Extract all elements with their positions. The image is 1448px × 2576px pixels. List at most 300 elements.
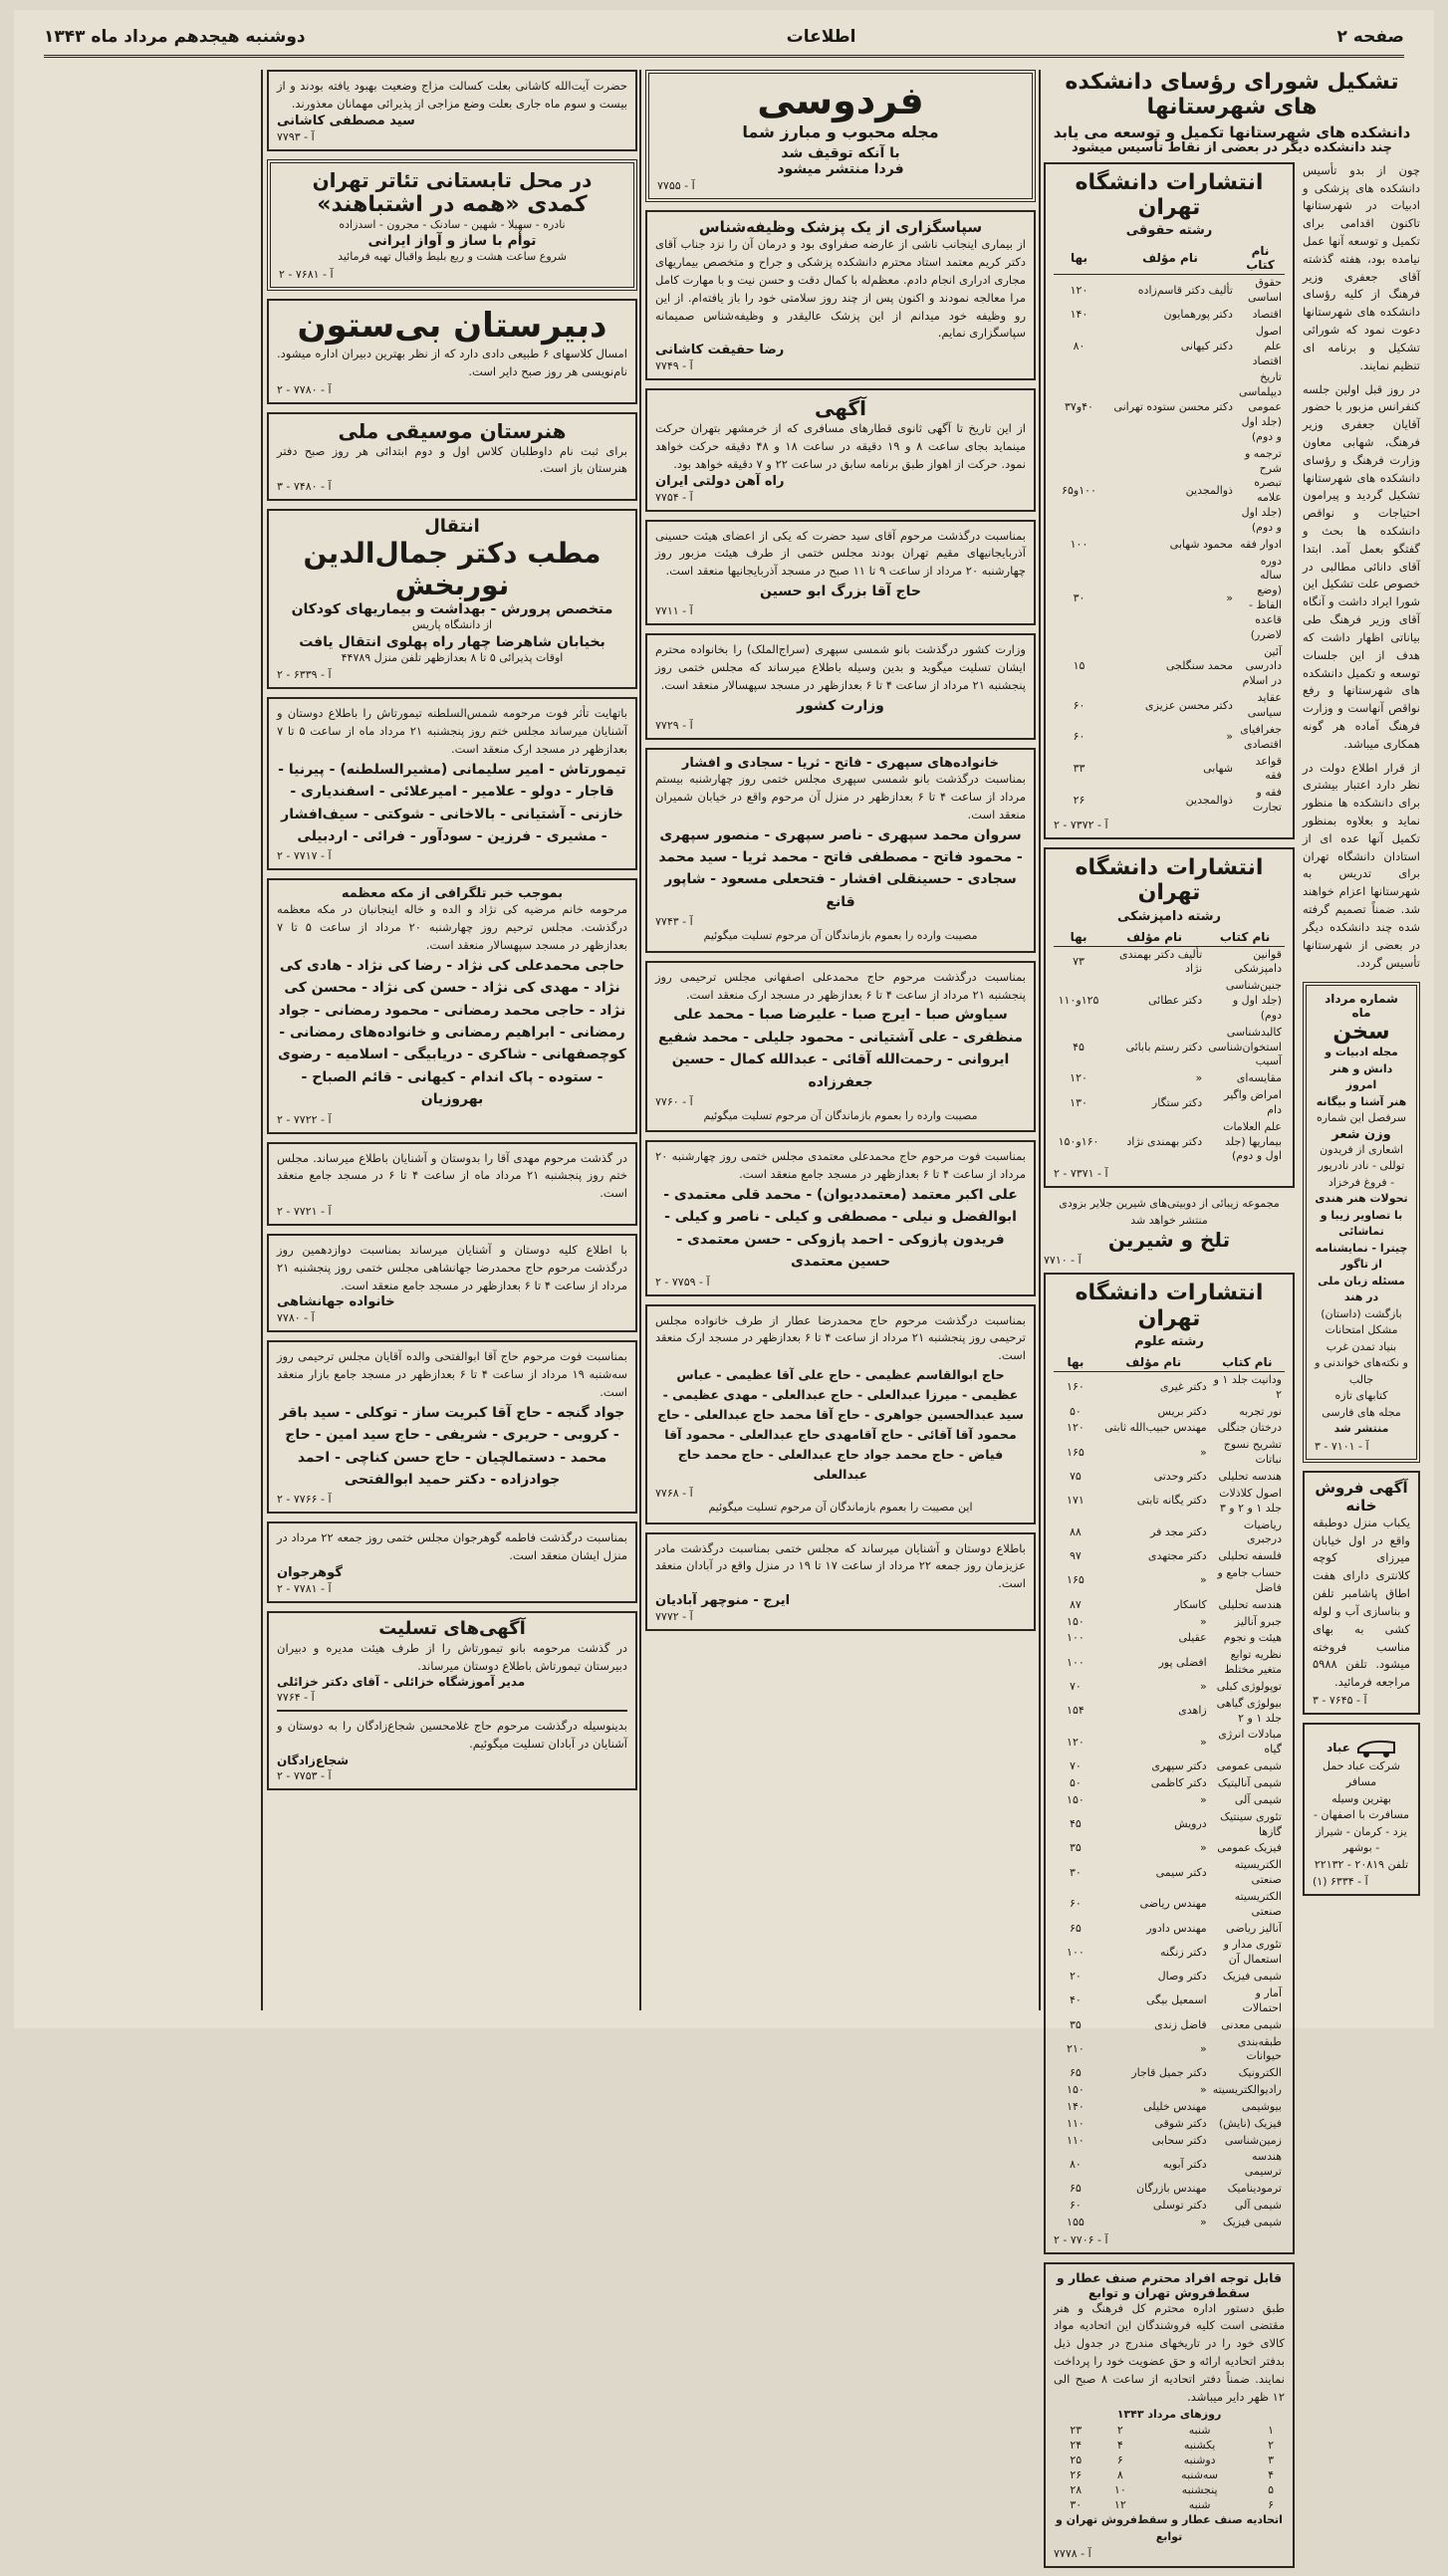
book-table (1054, 242, 1285, 817)
book-book: ریاضیات درجبری (1243, 1518, 1282, 1546)
column-middle (645, 70, 1036, 2010)
book-book: ترمودینامیک (1227, 2182, 1282, 2196)
kashani-body: حضرت آیت‌الله کاشانی بعلت کسالت مزاج وضعیت بهبود یافته بودند و از بیست و سوم ماه جاری بعلت وضع مزاجی از پذیرائی مهمانان معذورند. (277, 79, 627, 111)
univ-branch: رشته علوم (1134, 1333, 1204, 1349)
col-header: بها (1054, 1353, 1097, 1372)
ad-number: آ - ۶۳۳۴ (۱) (1313, 1875, 1368, 1889)
guild-title: قابل توجه افراد محترم صنف عطار و سقط‌فروش تهران و توابع (1056, 2269, 1283, 2300)
table-row (1054, 1647, 1285, 1679)
book-book: شیمی فیزیک (1222, 2215, 1282, 2228)
ebad-ad (1303, 1723, 1420, 1897)
book-price: ۴۰ (1070, 1993, 1082, 2007)
ad-number: آ - ۷۷۶۰ (655, 1094, 693, 1108)
book-author: دکتر پورهمایون (1163, 308, 1233, 322)
col-header: بها (1054, 928, 1103, 947)
guild-cell: ۲ (1116, 2424, 1123, 2437)
guild-cell: پنجشنبه (1181, 2483, 1218, 2496)
book-author: « (1195, 1071, 1203, 1085)
book-price: ۷۰ (1070, 1679, 1082, 1693)
ad-number: آ - ۷۷۵۴ (655, 490, 693, 504)
gohar-body: بمناسبت درگذشت فاطمه گوهرجوان مجلس ختمی روز جمعه ۲۲ مرداد در منزل ایشان منعقد است. (277, 1530, 627, 1563)
theater-title: در محل تابستانی تئاتر تهران (312, 167, 593, 192)
sokhan-item: مسئله زبان ملی در هند (1318, 1274, 1405, 1304)
ad-number: آ - ۷۷۹۳ (277, 129, 315, 143)
col-header: نام کتاب (1210, 1353, 1285, 1372)
table-row (1054, 1889, 1285, 1921)
book-book: شیمی فیزیک (1222, 1970, 1282, 1984)
ad-number: آ - ۷۷۵۹ - ۲ (655, 1275, 710, 1288)
mecca-notice (267, 878, 637, 1133)
abolfathi-names: جواد گنجه - حاج آقا کبریت ساز - توکلی - سید باقر - کروبی - حریری - شریفی - حاج سید امین - حاج محمد - دستمالچیان - حاج حسن کناچی - احمد جوادزاده - دکتر حمید ابوالفتحی (279, 1404, 625, 1488)
table-row (1054, 2215, 1285, 2231)
book-price: ۱۶۰ (1067, 1380, 1085, 1394)
book-book: حقوق اساسی (1247, 276, 1282, 305)
table-row (1054, 2099, 1285, 2116)
book-author: دکتر زنگنه (1160, 1945, 1207, 1959)
book-author: دکتر یگانه تابتی (1136, 1494, 1207, 1508)
univ-law-ad (1044, 162, 1295, 839)
book-author: افضلی پور (1158, 1655, 1207, 1669)
table-row (1054, 1025, 1285, 1071)
music-body: برای ثبت نام داوطلبان کلاس اول و دوم ابتدائی هر روز صبح دفتر هنرستان باز است. (277, 443, 627, 476)
table-row (1054, 307, 1285, 324)
sokhan-item: سرفصل این شماره (1317, 1111, 1406, 1125)
book-price: ۱۵۴ (1067, 1704, 1085, 1718)
table-row (1054, 369, 1285, 445)
book-book: اصول کلاذلات جلد ۱ و ۲ و ۳ (1219, 1486, 1282, 1515)
table-row (1054, 1758, 1285, 1775)
mourning-signer: ایرج - منوچهر آبادیان (655, 1592, 791, 1608)
guild-cell: ۱۲ (1113, 2498, 1126, 2511)
mourning-names: حاج ابوالقاسم عظیمی - حاج علی آقا عظیمی - عباس عظیمی - میرزا عبدالعلی - حاج عبدالعلی - مهدی عظیمی - سید عبدالحسین جواهری - حاج آقا محمد حاج عبدالعلی - حاج محمود آقا آقائی - حاج آقامهدی حاج عبدالعلی - محمود آقا فیاض - حاج محمد جواد حاج عبدالعلی - حاج محمد حاج عبدالعلی (657, 1367, 1024, 1483)
book-table (1054, 928, 1285, 1166)
clinic-hours: اوقات پذیرائی ۵ تا ۸ بعدازظهر تلفن منزل ۴۴۷۸۹ (341, 650, 564, 664)
univ-title: انتشارات دانشگاه تهران (1075, 169, 1264, 221)
book-price: ۳۵ (1070, 1841, 1082, 1855)
table-row (1054, 2116, 1285, 2133)
book-author: دکتر جمیل قاجار (1131, 2066, 1207, 2080)
page-label: صفحه ۲ (1336, 26, 1404, 47)
guild-cell: ۱ (1268, 2424, 1274, 2437)
col-header: نام مؤلف (1103, 928, 1205, 947)
jahanshahi-body: با اطلاع کلیه دوستان و آشنایان میرساند بمناسبت دوازدهمین روز درگذشت مرحوم حاج محمدرضا جهانشاهی مجلس ختمی روز پنجشنبه ۲۱ مرداد از ساعت ۴ تا ۶ بعدازظهر در مسجد جامع منعقد است. (277, 1242, 627, 1292)
univ-vet-ad (1044, 847, 1295, 1188)
book-author: « (1199, 2083, 1207, 2097)
book-price: ۹۷ (1070, 1549, 1082, 1563)
mourning-body: بمناسبت درگذشت مرحوم حاج محمدعلی اصفهانی مجلس ترحیمی روز پنجشنبه ۲۱ مرداد از ساعت ۴ تا ۶ بعدازظهر در مسجد ارک منعقد است. (655, 969, 1026, 1002)
book-book: شیمی عمومی (1216, 1759, 1282, 1773)
news-headline: تشکیل شورای رؤسای دانشکده های شهرستانها (1065, 70, 1399, 120)
ad-number: آ - ۷۷۰۶ - ۲ (1054, 2232, 1108, 2246)
ferdowsi-line: با آنکه توقیف شد (781, 145, 900, 162)
mourning-notice (645, 1304, 1036, 1524)
book-price: ۸۰ (1073, 339, 1086, 352)
sepehri-names: سروان محمد سپهری - ناصر سپهری - منصور سپهری - محمود فاتح - مصطفی فاتح - محمد ثریا - سید محمد سجادی - حسینقلی افشار - فتحعلی مسعود - شاپور قانع (658, 826, 1023, 910)
guild-notice (1044, 2262, 1295, 2568)
book-book: الکتریسیته صنعتی (1234, 1858, 1282, 1887)
book-book: درختان جنگلی (1217, 1421, 1282, 1435)
music-title: هنرستان موسیقی ملی (338, 418, 567, 443)
book-author: « (1199, 1841, 1207, 1855)
sokhan-item: مجله های فارسی (1322, 1405, 1401, 1419)
table-row (1054, 1937, 1285, 1969)
mourning-notice (645, 520, 1036, 626)
book-price: ۵۰ (1070, 1404, 1082, 1418)
book-author: دکتر وحدتی (1153, 1469, 1207, 1483)
table-row (1054, 2423, 1285, 2438)
gohar-signer: گوهرجوان (277, 1565, 343, 1580)
col-header: نام کتاب (1205, 928, 1285, 947)
book-author: دکتر ستگار (1151, 1095, 1203, 1109)
table-row (1054, 554, 1285, 644)
ad-number: آ - ۷۳۷۲ - ۲ (1054, 818, 1108, 831)
book-book: جنین‌شناسی (جلد اول و دوم) (1225, 979, 1282, 1022)
book-price: ۶۰ (1073, 730, 1086, 744)
table-row (1054, 1420, 1285, 1437)
book-book: اصول علم اقتصاد (1252, 324, 1282, 367)
table-row (1054, 2082, 1285, 2099)
table-row (1054, 690, 1285, 722)
book-price: ۶۵ (1070, 2066, 1082, 2080)
book-book: فقه و تجارت (1252, 786, 1282, 815)
ad-number: آ - ۷۷۱۱ (655, 604, 693, 618)
book-book: رادیوالکتریسیته (1212, 2083, 1282, 2097)
book-price: ۱۵۵ (1067, 2215, 1085, 2228)
sokhan-item: و نکته‌های خواندنی و جالب (1315, 1356, 1408, 1386)
book-book: جغرافیای اقتصادی (1240, 722, 1282, 751)
mecca-body: مرحومه خانم مرضیه کی نژاد و الده و خاله اینجانبان در مکه معظمه درگذشت. مجلس ترحیم روز چهارشنبه ۲۰ مرداد از ساعت ۵ تا ۷ بعدازظهر در مسجد سپهسالار منعقد است. (277, 902, 628, 952)
book-author: شهابی (1203, 761, 1233, 775)
jahanshahi-signer: خانواده جهانشاهی (277, 1294, 395, 1310)
book-author: « (1199, 2041, 1207, 2055)
guild-cell: ۱۰ (1113, 2483, 1126, 2496)
table-row (1054, 2181, 1285, 2198)
mourning-notice (267, 1142, 637, 1226)
railway-signer: راه آهن دولتی ایران (655, 473, 785, 489)
book-author: « (1199, 1445, 1207, 1459)
table-row (1054, 2438, 1285, 2453)
table-row (1054, 754, 1285, 786)
book-price: ۱۰۰ (1067, 1631, 1085, 1645)
book-author: دکتر کیهانی (1180, 339, 1233, 352)
univ-sci-ad (1044, 1273, 1295, 2253)
talkh-title: تلخ و شیرین (1107, 1228, 1231, 1253)
book-book: بیوشیمی (1241, 2099, 1282, 2113)
book-price: ۲۱۰ (1067, 2041, 1085, 2055)
book-author: مهندس ریاضی (1139, 1897, 1207, 1911)
table-row (1054, 324, 1285, 370)
condolence-title: آگهی‌های تسلیت (378, 1618, 526, 1639)
book-author: ذوالمجدین (1185, 483, 1233, 497)
book-price: ۱۰۰ (1067, 1655, 1085, 1669)
book-author: دکتر محسن عزیزی (1144, 698, 1233, 712)
table-row (1054, 2198, 1285, 2215)
book-book: هیئت و نجوم (1223, 1631, 1282, 1645)
book-price: ۱۵۰ (1067, 2083, 1085, 2097)
teymourtash-names: تیمورتاش - امیر سلیمانی (مشیرالسلطنه) - پیرنیا - قاجار - دولو - علامیر - امیرعلائی - اسفندیاری - خازنی - آشتیانی - بالاخانی - شوکتی - سیف‌افشار - مشیری - فرزین - سودآور - فرائی - اردبیلی (278, 761, 626, 844)
ad-number: آ - ۷۷۵۳ - ۲ (277, 1768, 332, 1782)
book-author: « (1199, 1792, 1207, 1806)
clinic-uni: از دانشگاه پاریس (411, 618, 493, 632)
gratitude-title: سپاسگزاری از یک پزشک وظیفه‌شناس (698, 218, 983, 237)
ad-number: آ - ۶۳۳۹ - ۲ (277, 668, 332, 682)
table-row (1054, 1469, 1285, 1486)
music-school-ad (267, 412, 637, 502)
mourning-body: بمناسبت درگذشت مرحوم حاج محمدرضا عطار از طرف خانواده مجلس ترحیمی روز پنجشنبه ۲۱ مرداد از ساعت ۴ تا ۶ بعدازظهر در مسجد ارک منعقد است. (655, 1312, 1027, 1363)
table-row (1054, 1792, 1285, 1809)
book-price: ۲۰ (1070, 1970, 1082, 1984)
book-author: زاهدی (1178, 1704, 1207, 1718)
table-row (1054, 2497, 1285, 2512)
ministry-signer: وزارت کشور (797, 697, 884, 714)
ad-number: آ - ۷۷۲۹ (655, 719, 693, 733)
book-price: ۱۷۱ (1067, 1494, 1085, 1508)
table-row (1054, 2065, 1285, 2082)
guild-cell: شنبه (1188, 2424, 1211, 2437)
book-book: فیزیک (نایش) (1218, 2116, 1282, 2130)
ebad-body: بهترین وسیله مسافرت با اصفهان - یزد - کرمان - شیراز - بوشهر (1313, 1791, 1410, 1855)
book-price: ۱۰۰ (1070, 537, 1088, 551)
ad-number: آ - ۷۷۶۸ (655, 1487, 693, 1501)
book-author: « (1226, 590, 1233, 604)
book-book: مبادلات انرژی گیاه (1218, 1728, 1282, 1756)
guild-body: طبق دستور اداره محترم کل فرهنگ و هنر مقتضی است کلیه فروشندگان این اتحادیه مواد کالای خود را در تاریخهای مندرج در جدول ذیل بدفتر اتحادیه ارائه و حق عضویت خود را پرداخت نمایند. ضمناً دفتر اتحادیه از ساعت ۸ صبح الی ۱۲ ظهر دایر میباشد. (1054, 2300, 1285, 2404)
table-row (1054, 946, 1285, 978)
book-book: علم العلامات بیماریها (جلد اول و دوم) (1223, 1119, 1282, 1163)
table-row (1054, 2133, 1285, 2150)
book-author: دکتر وصال (1157, 1970, 1207, 1984)
book-book: جبرو آنالیز (1234, 1614, 1282, 1628)
guild-cell: ۸ (1116, 2468, 1123, 2481)
column-rule (639, 70, 641, 2010)
clinic-ad (267, 509, 637, 689)
book-author: تألیف دکتر بهمندی نژاد (1119, 947, 1203, 976)
book-book: کالبدشناسی استخوان‌شناسی آسیب (1208, 1025, 1282, 1068)
guild-cell: ۲۶ (1070, 2468, 1083, 2481)
table-row (1054, 1404, 1285, 1421)
sepehri-notice (645, 748, 1036, 953)
book-price: ۵۰ (1070, 1776, 1082, 1789)
book-author: « (1226, 730, 1233, 744)
book-book: تئوری سینتیک گازها (1220, 1809, 1282, 1838)
gratitude-signer: رضا حقیقت کاشانی (655, 343, 785, 358)
column-news (1044, 70, 1420, 2560)
clinic-move: انتقال (424, 516, 480, 538)
book-author: درویش (1174, 1817, 1207, 1831)
book-price: ۱۲۰ (1067, 1735, 1085, 1749)
book-price: ۶۰ (1070, 2198, 1082, 2212)
table-row (1054, 1087, 1285, 1119)
guild-cell: یکشنبه (1183, 2439, 1216, 2452)
house-sale-body: یکباب منزل دوطبقه واقع در اول خیابان میرزای کوچه کلانتری دارای هفت اطاق پاشامبر تلفن و بناسازی آب و لوله کشی به بهای مناسب فروخته میشود. تلفن ۵۹۸۸ مراجعه فرمائید. (1313, 1515, 1410, 1690)
book-book: هندسه ترسیمی (1244, 2150, 1282, 2179)
book-book: تاریخ دیپلماسی عمومی (جلد اول و دوم) (1238, 370, 1282, 443)
news-body (1303, 162, 1420, 2576)
book-price: ۱۳۰ (1070, 1095, 1087, 1109)
mourning-footer: این مصیبت را بعموم بازماندگان آن مرحوم تسلیت میگوئیم (708, 1501, 973, 1515)
book-book: هندسه تحلیلی (1218, 1597, 1282, 1611)
mourning-body: در گذشت مرحوم مهدی آقا را بدوستان و آشنایان باطلاع میرساند. مجلس ختم روز پنجشنبه ۲۱ مرداد ماه از ساعت ۴ تا ۶ در مسجد جامع منعقد است. (277, 1150, 628, 1201)
abadan-signer: شجاع‌زادگان (277, 1753, 350, 1767)
condolence-body: در گذشت مرحومه بانو تیمورتاش را از طرف هیئت مدیره و دبیران دبیرستان تیمورتاش باطلاع دوستان میرساند. (277, 1640, 627, 1673)
book-author: دکتر بهمندی نژاد (1126, 1134, 1203, 1148)
col-header: نام مؤلف (1097, 1353, 1210, 1372)
book-book: الکترونیک (1238, 2066, 1282, 2080)
book-book: امراض واگیر دام (1224, 1088, 1282, 1116)
book-author: دکتر شوقی (1154, 2116, 1207, 2130)
book-book: تشریح نسوج نباتات (1223, 1438, 1282, 1467)
book-author: مهندس بازرگان (1136, 2182, 1207, 2196)
book-price: ۴۵ (1070, 1817, 1082, 1831)
mourning-notice (645, 1140, 1036, 1295)
railway-body: از این تاریخ تا آگهی ثانوی قطارهای مسافری که از خرمشهر بتهران حرکت مینماید بجای ساعت ۸ و ۱۹ دقیقه در ساعت ۱۸ و ۴۸ دقیقه حرکت خواهد نمود. حرکت از اهواز طبق برنامه سابق در ساعت ۲۲ و ۷ دقیقه خواهد بود. (655, 421, 1026, 471)
book-price: ۳۰ (1073, 590, 1086, 604)
ferdowsi-line: فردا منتشر میشود (777, 161, 904, 178)
book-price: ۱۲۰ (1070, 1071, 1087, 1085)
sokhan-item: مشکل امتحانات (1325, 1323, 1398, 1337)
table-row (1054, 1597, 1285, 1614)
book-price: ۶۰ (1070, 1897, 1082, 1911)
sokhan-desc: مجله ادبیات و دانش و هنر امروز (1325, 1046, 1398, 1092)
book-table (1054, 1353, 1285, 2231)
book-price: ۷۵ (1070, 1469, 1082, 1483)
table-row (1054, 1840, 1285, 1857)
book-author: مهندس حبیب‌الله ثابتی (1104, 1421, 1207, 1435)
book-author: اسمعیل بیگی (1145, 1993, 1207, 2007)
column-rule (1039, 70, 1041, 2010)
ad-number: آ - ۷۶۴۵ - ۳ (1313, 1693, 1367, 1707)
table-row (1054, 1614, 1285, 1631)
book-book: شیمی معدنی (1221, 2017, 1282, 2031)
book-author: دکتر مجد فر (1150, 1524, 1207, 1538)
mourning-notice (645, 1532, 1036, 1631)
book-book: بیولوژی گیاهی جلد ۱ و ۲ (1216, 1696, 1282, 1725)
guild-cell: ۳ (1268, 2454, 1274, 2466)
book-book: تئوری مدار و استعمال آن (1223, 1938, 1282, 1967)
book-price: ۶۵ (1070, 1921, 1082, 1935)
sokhan-name: سخن (1332, 1020, 1390, 1046)
sepehri-footer: مصیبت وارده را بعموم بازماندگان آن مرحوم تسلیت میگوئیم (703, 929, 978, 943)
talkh-shirin-ad (1044, 1196, 1295, 1267)
sepehri-title: خانواده‌های سپهری - فاتح - ثریا - سجادی و افشار (681, 756, 1000, 772)
column-left (267, 70, 637, 2010)
ad-number: آ - ۷۴۸۰ - ۳ (277, 480, 332, 494)
kashani-signer: سید مصطفی کاشانی (277, 113, 415, 128)
teymourtash-notice (267, 697, 637, 870)
clinic-address: بخیابان شاهرضا چهار راه پهلوی انتقال یافت (299, 633, 605, 650)
table-row (1054, 537, 1285, 554)
table-row (1054, 2453, 1285, 2467)
theater-play: کمدی «همه در اشتباهند» (317, 191, 588, 217)
ad-number: آ - ۷۷۱۷ - ۲ (277, 849, 332, 863)
mourning-body: بمناسبت درگذشت مرحوم آقای سید حضرت که یکی از اعضای هیئت حسینی آذربایجانیهای مقیم تهران بودند مجلس ختمی از طرف هیئت مزبور روز چهارشنبه ۲۰ مرداد از ساعت ۹ تا ۱۱ صبح در مسجد آذربایجانیها منعقد است. (655, 528, 1026, 579)
book-book: شیمی آنالیتیک (1217, 1776, 1282, 1789)
railway-title: آگهی (815, 396, 866, 421)
table-row (1054, 2482, 1285, 2497)
ebad-tel: تلفن ۲۰۸۱۹ - ۲۲۱۳۲ (1314, 1857, 1409, 1871)
table-row (1054, 1630, 1285, 1647)
news-subhead: دانشکده های شهرستانها تکمیل و توسعه می یابد (1053, 122, 1411, 141)
table-row (1054, 2467, 1285, 2482)
news-paragraph: چون از بدو تأسیس دانشکده های پزشکی و ادبیات در شهرستانها تاکنون اقدامی برای تکمیل و توسعه آنها عمل نیامده بود، هفته گذشته آقای جعفری وزیر فرهنگ از کلیه رؤسای دانشکده های شهرستانها دعوت نمود که شورائی تشکیل و برنامه ای تنظیم نمایند. (1303, 162, 1420, 372)
ad-number: آ - ۷۱۰۱ - ۳ (1315, 1439, 1369, 1453)
book-price: ۱۶۰و۱۵۰ (1058, 1134, 1099, 1148)
book-book: هندسه تحلیلی (1218, 1469, 1282, 1483)
school-body: امسال کلاسهای ۶ طبیعی دادی دارد که از نظر بهترین دبیران اداره میشود. نام‌نویسی هر روز صبح دایر است. (277, 347, 627, 378)
book-author: دکتر مجتهدی (1147, 1549, 1207, 1563)
sokhan-month: شماره مرداد ماه (1325, 992, 1398, 1021)
ministry-notice (645, 633, 1036, 740)
book-price: ۱۲۰ (1070, 283, 1088, 297)
guild-cell: سه‌شنبه (1181, 2468, 1219, 2481)
table-row (1054, 2149, 1285, 2181)
book-book: مقایسه‌ای (1236, 1071, 1282, 1085)
abadan-body: بدینوسیله درگذشت مرحوم حاج غلامحسین شجاع‌زادگان را به دوستان و آشنایان در آبادان تسلیت میگوئیم. (277, 1719, 627, 1752)
ad-number: آ - ۷۷۶۴ (277, 1691, 315, 1705)
guild-cell: شنبه (1188, 2498, 1211, 2511)
book-author: محمود شهابی (1169, 537, 1233, 551)
book-price: ۳۵ (1070, 2017, 1082, 2031)
ad-number: آ - ۷۷۴۹ (655, 359, 693, 373)
book-price: ۱۱۰ (1067, 2133, 1085, 2147)
book-price: ۱۰۰ (1067, 1945, 1085, 1959)
table-row (1054, 1371, 1285, 1403)
sokhan-item: بنیاد تمدن غرب (1326, 1339, 1397, 1353)
table-row (1054, 446, 1285, 537)
condolence-signer: مدیر آموزشگاه خزائلی - آقای دکتر خزائلی (277, 1675, 526, 1690)
school-ad (267, 299, 637, 404)
guild-cell: ۲۵ (1070, 2454, 1083, 2466)
book-author: مهندس خلیلی (1143, 2099, 1207, 2113)
news-paragraph: از قرار اطلاع دولت در نظر دارد اعتبار بیشتری برای دانشکده ها منظور نماید و بعلاوه بمنظور تکمیل آنها عده ای از استادان دانشگاه تهران برای تدریس به شهرستانها اعزام خواهند شد. ضمناً تصمیم گرفته شده چند دانشکده دیگر در بعضی از شهرستانها تأسیس گردد. (1303, 760, 1420, 970)
mourning-footer: مصیبت وارده را بعموم بازماندگان آن مرحوم تسلیت میگوئیم (703, 1108, 978, 1122)
book-author: دکتر بریس (1157, 1404, 1207, 1418)
column-rule (261, 70, 263, 2010)
theater-music: توأم با ساز و آواز ایرانی (367, 233, 537, 250)
table-row (1054, 1437, 1285, 1469)
ad-number: آ - ۷۷۴۳ (655, 915, 693, 929)
book-book: زمین‌شناسی (1224, 2133, 1282, 2147)
ad-number: آ - ۷۷۷۸ (1054, 2547, 1091, 2560)
book-book: دوره ساله (وضع الفاظ - قاعده لاضرر) (1249, 554, 1282, 641)
mourning-names: سیاوش صبا - ایرج صبا - علیرضا صبا - محمد علی منظفری - علی آشتیانی - محمود جلیلی - محمد شفیع ایروانی - رحمت‌الله آقائی - عبدالله کمال - حسین جعفرزاده (658, 1007, 1023, 1090)
guild-cell: ۳۰ (1070, 2498, 1083, 2511)
mecca-names: حاجی محمدعلی کی نژاد - رضا کی نژاد - هادی کی نژاد - مهدی کی نژاد - حسن کی نژاد - محسن کی نژاد - حاجی محمد رمضانی - محمود رمضانی - جواد رمضانی - ابراهیم رمضانی و خانواده‌های رمضانی - کوچصفهانی - شاکری - دریابیگی - اسلامیه - رضوی - ستوده - پاک اندام - کیهانی - قائم الصباح - بهروزیان (277, 957, 627, 1108)
book-book: ادوار فقه (1240, 537, 1282, 551)
gratitude-body: از بیماری اینجانب ناشی از عارضه صفراوی بود و درمان آن را نزد جناب آقای دکتر کریم معتمد استاد محترم دانشکده پزشکی و جراح و متخصص بیماریهای مجاری ادراری انجام دادم. معظم‌له با کمال دقت و حسن نیت و با مهارت کامل مرا معالجه نمودند و اکنون پس از چند روز سلامتی خود را باز یافته‌ام. از این رو وظیفه خود میدانم از این پزشک عالیقدر و وظیفه‌شناس صمیمانه سپاسگزاری نمایم. (655, 237, 1026, 341)
table-row (1054, 722, 1285, 754)
book-author: دکتر سحابی (1151, 2133, 1207, 2147)
condolence-section (267, 1611, 637, 1790)
sokhan-item: وزن شعر (1331, 1126, 1391, 1142)
book-book: آنالیز ریاضی (1226, 1921, 1282, 1935)
gohar-notice (267, 1522, 637, 1603)
theater-time: شروع ساعت هشت و ربع بلیط واقبال تهیه فرمائید (338, 250, 567, 264)
book-price: ۷۳ (1073, 954, 1085, 968)
table-row (1054, 1969, 1285, 1986)
sokhan-item: کتابهای تازه (1334, 1389, 1388, 1403)
book-author: عقیلی (1178, 1631, 1207, 1645)
book-author: « (1199, 1573, 1207, 1587)
ad-number: آ - ۷۷۲۱ - ۲ (277, 1204, 332, 1218)
table-row (1054, 978, 1285, 1025)
table-row (1054, 785, 1285, 817)
table-row (1054, 1486, 1285, 1518)
ad-number: آ - ۷۶۸۱ - ۲ (279, 267, 334, 281)
masthead (44, 18, 1404, 58)
guild-cell: دوشنبه (1183, 2454, 1216, 2466)
guild-cell: ۲ (1268, 2439, 1274, 2452)
